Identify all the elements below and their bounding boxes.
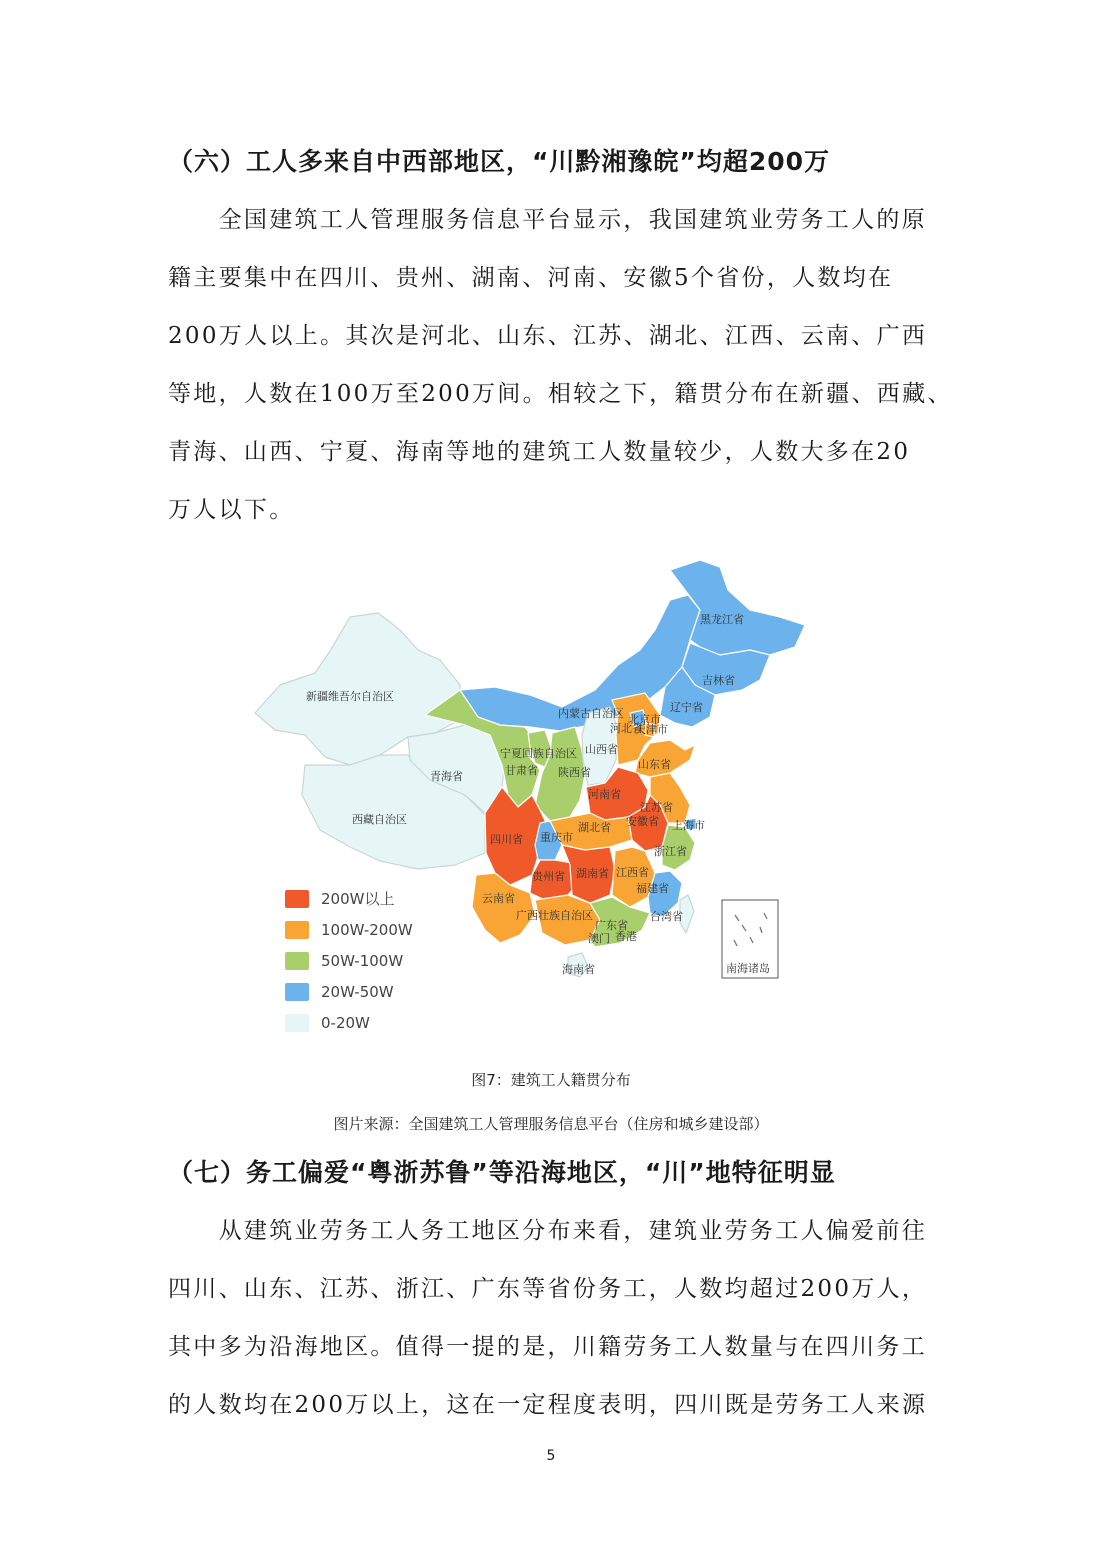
label-fujian: 福建省 xyxy=(636,882,669,895)
section-6-line: 万人以下。 xyxy=(168,497,295,523)
page-number: 5 xyxy=(546,1448,556,1464)
section-7-line: 四川、山东、江苏、浙江、广东等省份务工，人数均超过200万人， xyxy=(168,1276,928,1302)
legend-item xyxy=(285,1012,485,1034)
label-macau: 澳门 xyxy=(588,932,610,945)
section-7-line: 的人数均在200万以上，这在一定程度表明，四川既是劳务工人来源 xyxy=(168,1392,928,1418)
label-gansu: 甘肃省 xyxy=(505,764,538,777)
legend-label: 20W-50W xyxy=(321,983,394,1001)
label-shaanxi: 陕西省 xyxy=(558,766,591,779)
label-hainan: 海南省 xyxy=(562,963,595,976)
legend-item xyxy=(285,919,485,941)
legend-swatch xyxy=(285,921,309,939)
legend-item xyxy=(285,981,485,1003)
label-neimenggu: 内蒙古自治区 xyxy=(558,707,624,720)
label-xinjiang: 新疆维吾尔自治区 xyxy=(306,690,394,703)
section-7-line: 从建筑业劳务工人务工地区分布来看，建筑业劳务工人偏爱前往 xyxy=(168,1218,927,1244)
section-6-line: 等地，人数在100万至200万间。相较之下，籍贯分布在新疆、西藏、 xyxy=(168,381,953,407)
label-beijing: 北京市 xyxy=(628,713,661,726)
label-anhui: 安徽省 xyxy=(626,815,659,828)
label-qinghai: 青海省 xyxy=(430,770,463,783)
label-shanxi: 山西省 xyxy=(585,743,618,756)
legend-label: 50W-100W xyxy=(321,952,404,970)
label-taiwan: 台湾省 xyxy=(650,910,683,923)
section-6-line: 籍主要集中在四川、贵州、湖南、河南、安徽5个省份，人数均在 xyxy=(168,265,894,291)
section-6-line: 全国建筑工人管理服务信息平台显示，我国建筑业劳务工人的原 xyxy=(168,207,927,233)
label-guangdong: 广东省 xyxy=(595,919,628,932)
label-nanhai: 南海诸岛 xyxy=(726,962,770,975)
section-6-line: 青海、山西、宁夏、海南等地的建筑工人数量较少，人数大多在20 xyxy=(168,439,911,465)
section-6-heading: （六）工人多来自中西部地区，“川黔湘豫皖”均超200万 xyxy=(168,147,831,176)
label-jilin: 吉林省 xyxy=(702,674,735,687)
label-heilongjiang: 黑龙江省 xyxy=(700,613,744,626)
label-sichuan: 四川省 xyxy=(490,833,523,846)
label-jiangsu: 江苏省 xyxy=(640,801,673,814)
label-hebei: 河北省 xyxy=(610,722,643,735)
section-7-heading: （七）务工偏爱“粤浙苏鲁”等沿海地区，“川”地特征明显 xyxy=(168,1158,836,1187)
label-yunnan: 云南省 xyxy=(482,892,515,905)
section-6-line: 200万人以上。其次是河北、山东、江苏、湖北、江西、云南、广西 xyxy=(168,323,928,349)
figure-caption: 图7：建筑工人籍贯分布 xyxy=(471,1071,631,1089)
label-liaoning: 辽宁省 xyxy=(670,701,703,714)
label-shanghai: 上海市 xyxy=(672,819,705,832)
label-hunan: 湖南省 xyxy=(576,867,609,880)
label-henan: 河南省 xyxy=(588,788,621,801)
label-zhejiang: 浙江省 xyxy=(654,845,687,858)
legend-swatch xyxy=(285,1014,309,1032)
label-chongqing: 重庆市 xyxy=(540,831,573,844)
label-hongkong: 香港 xyxy=(615,930,637,943)
label-xizang: 西藏自治区 xyxy=(352,813,407,826)
legend-swatch xyxy=(285,890,309,908)
label-hubei: 湖北省 xyxy=(578,821,611,834)
legend-swatch xyxy=(285,983,309,1001)
legend-label: 200W以上 xyxy=(321,890,395,908)
figure-source: 图片来源：全国建筑工人管理服务信息平台（住房和城乡建设部） xyxy=(333,1115,769,1133)
label-ningxia: 宁夏回族自治区 xyxy=(500,747,577,760)
legend-swatch xyxy=(285,952,309,970)
legend-label: 100W-200W xyxy=(321,921,413,939)
label-tianjin: 天津市 xyxy=(635,723,668,736)
legend-item xyxy=(285,950,485,972)
legend-label: 0-20W xyxy=(321,1014,370,1032)
label-jiangxi: 江西省 xyxy=(616,866,649,879)
label-guangxi: 广西壮族自治区 xyxy=(516,909,593,922)
legend-item xyxy=(285,888,485,910)
label-guizhou: 贵州省 xyxy=(532,870,565,883)
label-shandong: 山东省 xyxy=(638,758,671,771)
section-7-line: 其中多为沿海地区。值得一提的是，川籍劳务工人数量与在四川务工 xyxy=(168,1334,927,1360)
